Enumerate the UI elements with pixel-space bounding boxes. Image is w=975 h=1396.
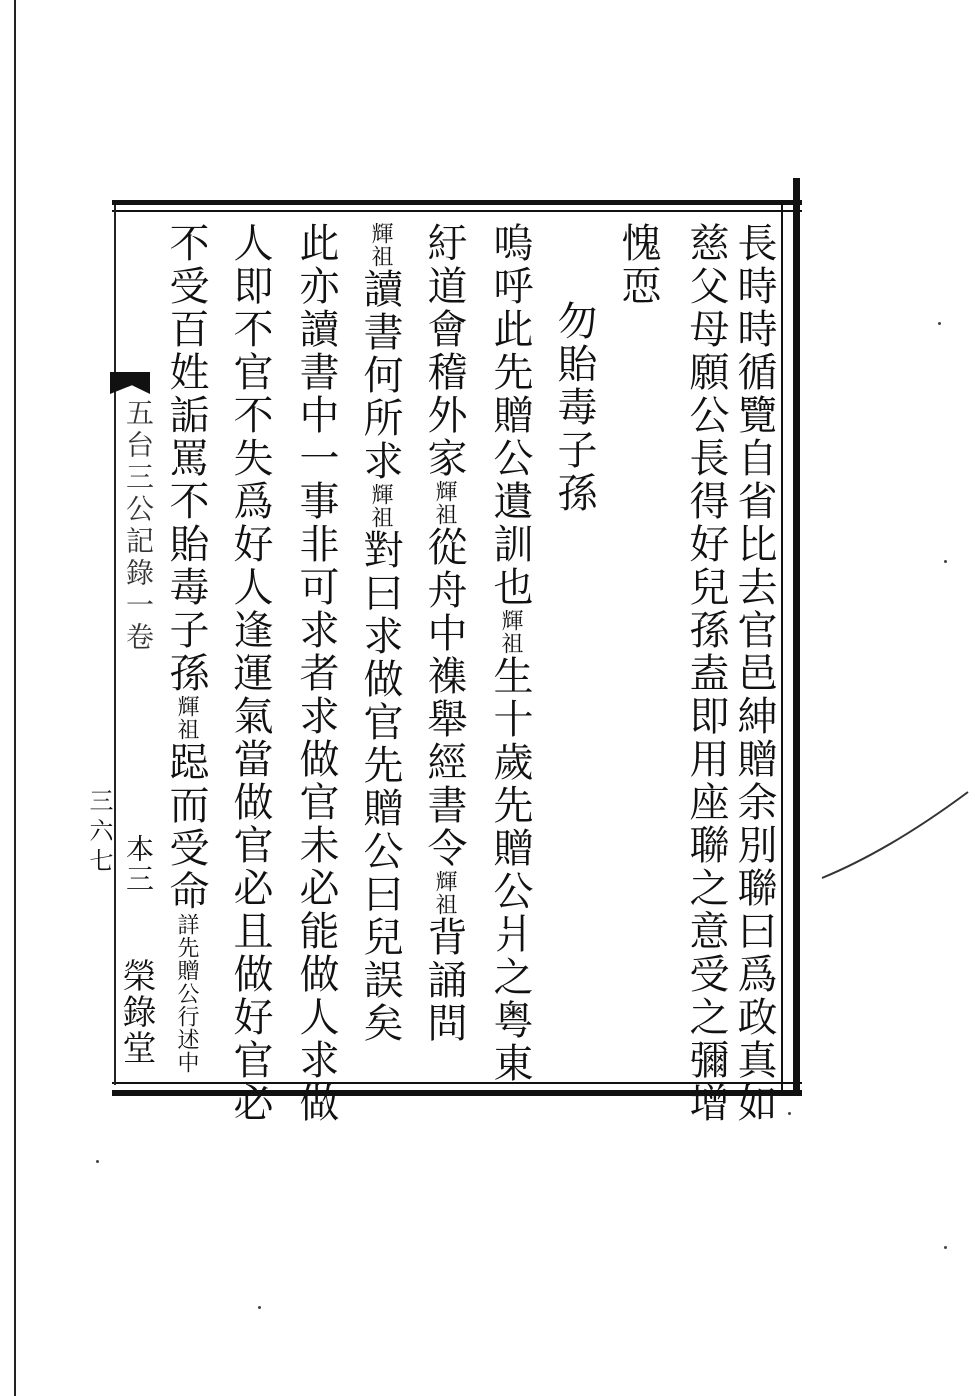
column-text: 跽而受命: [163, 741, 209, 913]
section-heading: 勿貽毒子孫: [551, 300, 597, 515]
paper-speck: [944, 1246, 947, 1249]
column-text: 此亦讀書中一事非可求者求做官未必能做人求做: [293, 222, 339, 1125]
frame-top-rule: [112, 200, 802, 205]
center-fold-line: [114, 205, 116, 1085]
column-text: 從舟中襍舉經書令: [421, 526, 467, 870]
text-column-6: [488, 222, 532, 1085]
margin-book-title: 五台三公記錄一卷: [122, 398, 155, 654]
honorific-note: 輝祖: [432, 870, 457, 916]
honorific-note: 輝祖: [432, 480, 457, 526]
column-text: 背誦問: [421, 916, 467, 1045]
block-identifier: 本三: [122, 834, 155, 894]
column-text: 紆道會稽外家: [421, 222, 467, 480]
honorific-note: 輝祖: [368, 222, 393, 268]
page-number: 三六七: [85, 788, 113, 878]
paper-speck: [258, 1306, 261, 1309]
column-text: 讀書何所求: [357, 268, 403, 483]
paper-speck: [944, 560, 947, 563]
honorific-note: 輝祖: [368, 483, 393, 529]
text-column-1: [732, 222, 776, 1125]
column-text: 生十歲先贈公爿之粤東: [487, 655, 533, 1085]
paper-speck: [938, 322, 941, 325]
frame-right-rule: [793, 178, 800, 1096]
text-column-8: [358, 222, 402, 1045]
text-column-10: [228, 222, 272, 1125]
column-text: 愧恧: [615, 222, 661, 308]
column-text: 慈父母願公長得好兒孫盍即用座聯之意受之彌增: [683, 222, 729, 1125]
column-text: 嗚呼此先贈公遺訓也: [487, 222, 533, 609]
text-column-3: [616, 222, 660, 308]
frame-top-inner-rule: [112, 210, 802, 212]
column-text: 不受百姓詬罵不貽毒子孫: [163, 222, 209, 695]
text-column-9: [294, 222, 338, 1125]
commentary-note: 詳先贈公行述中: [174, 913, 199, 1074]
publisher-mark: 榮錄堂: [116, 958, 156, 1066]
honorific-note: 輝祖: [174, 695, 199, 741]
text-column-2: [684, 222, 728, 1125]
section-heading-column: [552, 300, 596, 515]
page-edge-curve: [820, 790, 970, 880]
binding-edge-line: [14, 0, 16, 1396]
column-text: 人即不官不失爲好人逢運氣當做官必且做好官必: [227, 222, 273, 1125]
paper-speck: [788, 1112, 791, 1115]
fishtail-ornament: [110, 372, 150, 394]
column-text: 長時時循覽自省比去官邑紳贈余別聯曰爲政真如: [731, 222, 777, 1125]
column-text: 對曰求做官先贈公曰兒誤矣: [357, 529, 403, 1045]
text-column-7: [422, 222, 466, 1045]
honorific-note: 輝祖: [498, 609, 523, 655]
paper-speck: [96, 1160, 99, 1163]
frame-right-inner-rule: [781, 200, 783, 1090]
text-column-11: [164, 222, 208, 1074]
